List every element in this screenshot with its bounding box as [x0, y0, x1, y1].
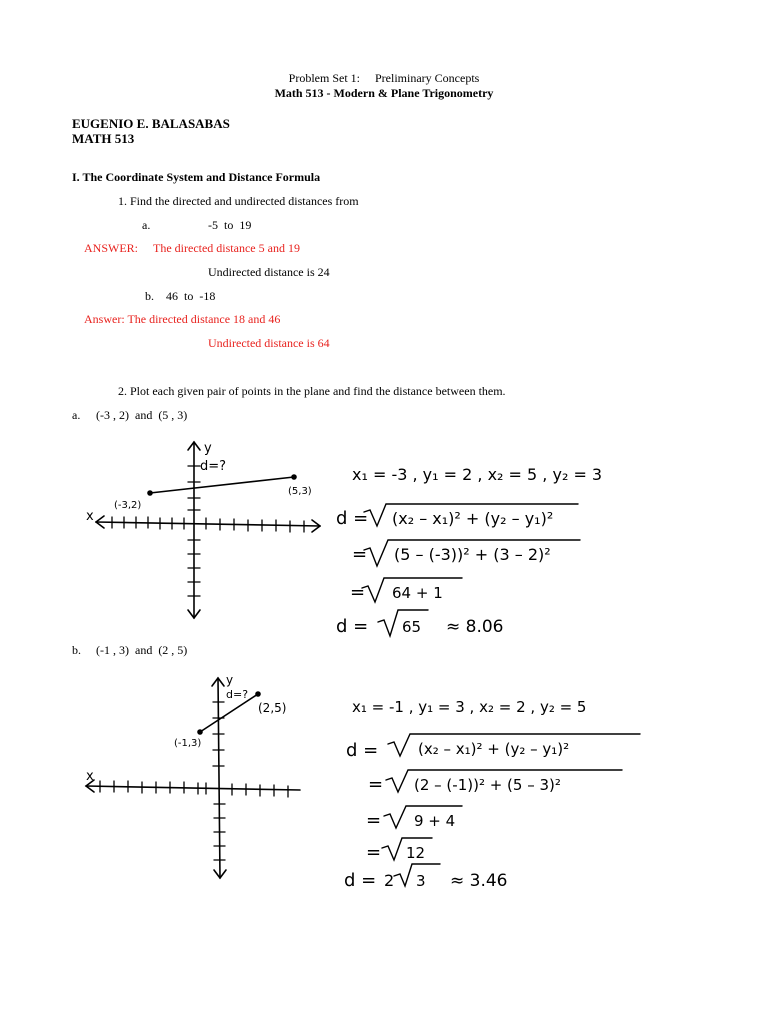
- work-b-line6-radicand: 3: [416, 872, 426, 890]
- problem-set-heading: Problem Set 1: Preliminary Concepts: [288, 71, 480, 85]
- work-b-line3: (2 – (-1))² + (5 – 3)²: [414, 776, 561, 794]
- work-b-line4: 9 + 4: [414, 812, 456, 830]
- work-b-line1: x₁ = -1 , y₁ = 3 , x₂ = 2 , y₂ = 5: [352, 698, 587, 716]
- problem2-prompt: 2. Plot each given pair of points in the plane and find the distance between them.: [118, 384, 506, 398]
- problem1a-answer-prefix: ANSWER:: [84, 241, 138, 255]
- work-b-d1: d =: [346, 740, 379, 761]
- problem1b-answer-undirected: Undirected distance is 64: [208, 336, 330, 350]
- problem1-prompt: 1. Find the directed and undirected distances from: [118, 194, 359, 208]
- graph-b-y-label: y: [226, 673, 234, 687]
- work-b-line5: 12: [406, 844, 426, 862]
- graph-b-x-label: x: [86, 769, 94, 784]
- work-a-line3: (5 – (-3))² + (3 – 2)²: [394, 545, 551, 564]
- graph-a-segment: [150, 477, 294, 493]
- problem1b-values: 46 to -18: [166, 289, 216, 303]
- work-b-line2: (x₂ – x₁)² + (y₂ – y₁)²: [418, 740, 570, 758]
- work-a-line2: (x₂ – x₁)² + (y₂ – y₁)²: [392, 509, 554, 528]
- graph-a-d-label: d=?: [200, 459, 227, 474]
- work-a-d1: d =: [336, 508, 369, 529]
- work-b-d6: d =: [344, 870, 377, 891]
- work-a-line5-radicand: 65: [402, 618, 422, 636]
- problem1a-answer-undirected: Undirected distance is 24: [208, 265, 330, 279]
- graph-a-x-label: x: [86, 509, 94, 524]
- graph-a-point2-label: (5,3): [288, 486, 312, 497]
- graph-a-ticks: [112, 466, 304, 596]
- work-a-d5: d =: [336, 616, 369, 637]
- graph-a-point1-label: (-3,2): [114, 500, 142, 511]
- work-b-line6-approx: ≈ 3.46: [450, 871, 508, 891]
- work-a-eq3: =: [352, 544, 368, 565]
- problem2b-points: (-1 , 3) and (2 , 5): [96, 643, 188, 657]
- problem1b-label: b.: [145, 289, 154, 303]
- author-name: EUGENIO E. BALASABAS: [72, 116, 230, 131]
- work-b-eq3: =: [368, 774, 384, 795]
- problem2b-label: b.: [72, 643, 81, 657]
- section-title: I. The Coordinate System and Distance Formula: [72, 170, 321, 184]
- graph-b-point2: [256, 692, 260, 696]
- graph-b-point2-label: (2,5): [258, 701, 287, 715]
- course-title: Math 513 - Modern & Plane Trigonometry: [274, 86, 494, 100]
- problem1a-values: -5 to 19: [208, 218, 252, 232]
- graph-b-x-axis: [86, 786, 300, 790]
- work-a-line1: x₁ = -3 , y₁ = 2 , x₂ = 5 , y₂ = 3: [352, 465, 603, 484]
- work-b-eq4: =: [366, 810, 382, 831]
- work-b-line6-coef: 2: [384, 871, 395, 890]
- work-b-eq5: =: [366, 842, 382, 863]
- problem2a-label: a.: [72, 408, 81, 422]
- graph-b-point1-label: (-1,3): [174, 738, 202, 749]
- graph-b-d-label: d=?: [226, 688, 249, 701]
- graph-a-point2: [292, 475, 296, 479]
- problem1a-label: a.: [142, 218, 151, 232]
- graph-a-point1: [148, 491, 152, 495]
- graph-b-y-axis: [218, 678, 220, 878]
- work-a-line4: 64 + 1: [392, 584, 443, 602]
- problem1a-answer-directed: The directed distance 5 and 19: [153, 241, 300, 255]
- graph-a-x-axis: [96, 522, 320, 526]
- problem1b-answer-directed: Answer: The directed distance 18 and 46: [84, 312, 281, 326]
- author-course: MATH 513: [72, 131, 135, 146]
- graph-a-y-label: y: [204, 441, 212, 456]
- graph-b-point1: [198, 730, 202, 734]
- graph-b-ticks: [100, 702, 288, 860]
- problem2a-points: (-3 , 2) and (5 , 3): [96, 408, 188, 422]
- work-a-eq4: =: [350, 582, 366, 603]
- work-a-line5-approx: ≈ 8.06: [446, 617, 504, 637]
